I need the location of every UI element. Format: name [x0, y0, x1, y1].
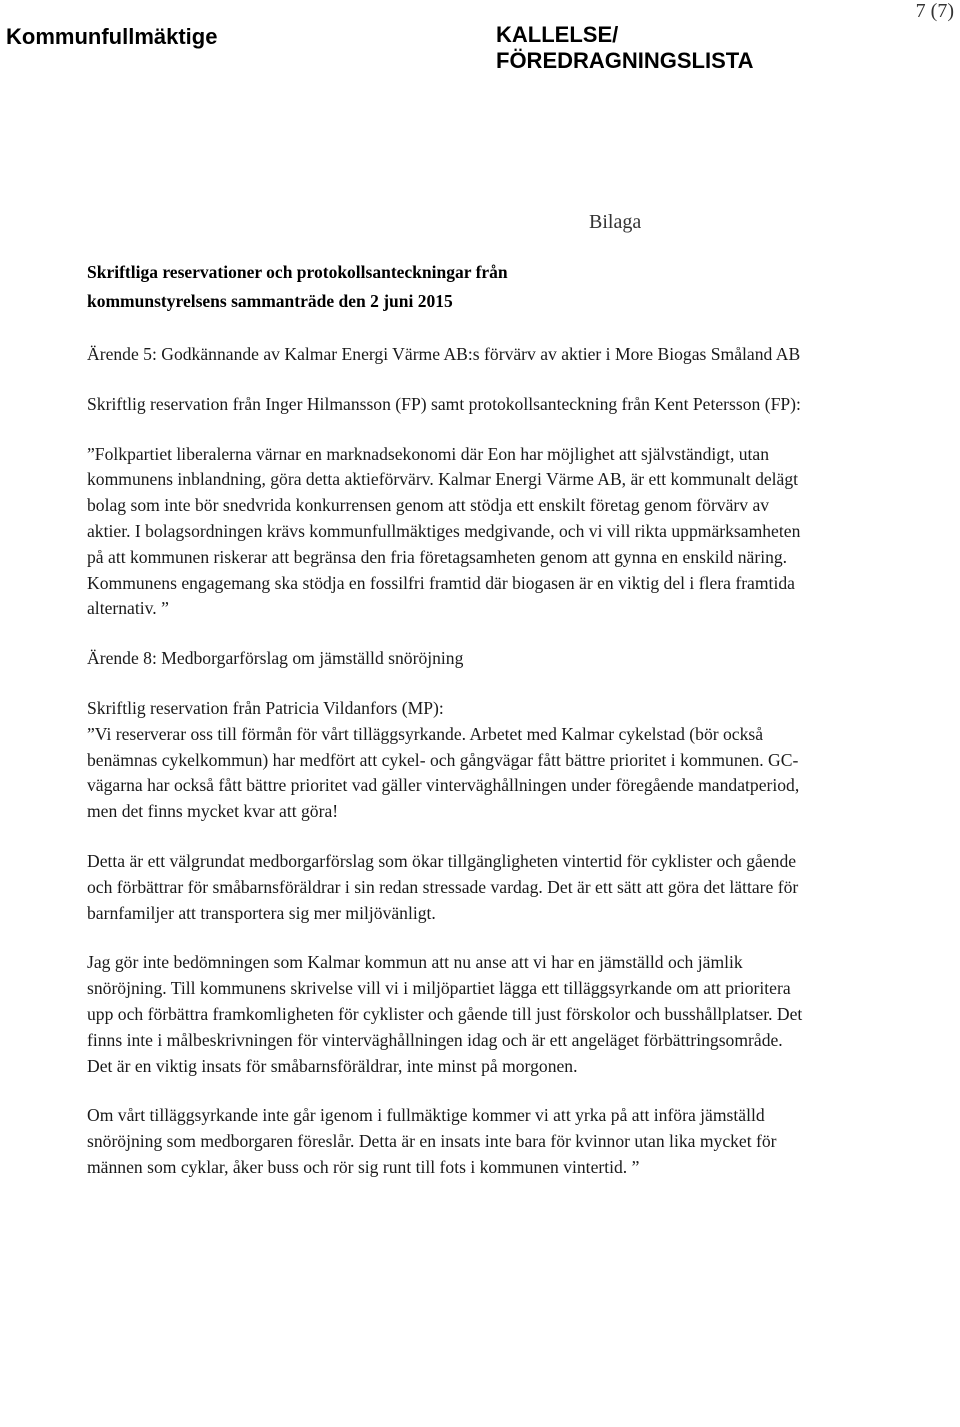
- item5-quote: ”Folkpartiet liberalerna värnar en marknadsekonomi där Eon har möjlighet att självständigt, utan kommunens inblandning, göra detta aktieförvärv. Kalmar Energi Värme AB, är ett kommunalt delägt bolag som inte bör snedvrida konkurrensen genom att stödja ett enskilt företag genom förvärv av aktier. I bolagsordningen krävs kommunfullmäktiges medgivande, och vi vill rikta uppmärksamheten på att kommunen riskerar att begränsa den fria företagsamheten genom att gynna en enskild näring. Kommunens engagemang ska stödja en fossilfri framtid där biogasen är en viktig del i flera framtida alternativ. ”: [87, 443, 801, 619]
- item8-title: Ärende 8: Medborgarförslag om jämställd snöröjning: [87, 648, 464, 669]
- item5-title: Ärende 5: Godkännande av Kalmar Energi Värme AB:s förvärv av aktier i More Biogas Småland AB: [87, 344, 801, 364]
- document-heading-line1: Skriftliga reservationer och protokollsanteckningar från: [87, 262, 508, 282]
- item5-intro: Skriftlig reservation från Inger Hilmansson (FP) samt protokollsanteckning från Kent Petersson (FP):: [87, 393, 801, 414]
- page-number: 7 (7): [915, 0, 954, 22]
- item8-paragraph-1: ”Vi reserverar oss till förmån för vårt tilläggsyrkande. Arbetet med Kalmar cykelstad (bör också benämnas cykelkommun) har medfört att cykel- och gångvägar fått bättre prioritet i kommunen. GC-vägarna har också fått bättre prioritet vad gäller vinterväghållningen under föregående mandatperiod, men det finns mycket kvar att göra!: [87, 723, 800, 822]
- item8-paragraph-2: Detta är ett välgrundat medborgarförslag som ökar tillgängligheten vintertid för cyklister och gående och förbättrar för småbarnsföräldrar i sin redan stressade vardag. Det är ett sätt att göra det lättare för barnfamiljer att transportera sig mer miljövänligt.: [87, 850, 799, 923]
- attachment-label: Bilaga: [589, 211, 642, 233]
- header-document-title: [496, 22, 753, 74]
- document-heading-line2: kommunstyrelsens sammanträde den 2 juni 2015: [87, 291, 453, 311]
- item8-paragraph-3: Jag gör inte bedömningen som Kalmar kommun att nu anse att vi har en jämställd och jämlik snöröjning. Till kommunens skrivelse vill vi i miljöpartiet lägga ett tilläggsyrkande om att prioritera upp och förbättra framkomligheten för cyklister och gående till just förskolor och busshållplatser. Det finns inte i målbeskrivningen för vinterväghållningen idag och är ett angeläget förbättringsområde. Det är en viktig insats för småbarnsföräldrar, inte minst på morgonen.: [87, 952, 803, 1076]
- header-organization: Kommunfullmäktige: [6, 24, 218, 49]
- header-title-line2: FÖREDRAGNINGSLISTA: [496, 48, 754, 73]
- header-title-line1: KALLELSE/: [496, 22, 619, 47]
- item8-intro: Skriftlig reservation från Patricia Vildanfors (MP):: [87, 697, 444, 718]
- item8-paragraph-4: Om vårt tilläggsyrkande inte går igenom i fullmäktige kommer vi att yrka på att införa jämställd snöröjning som medborgaren föreslår. Detta är en insats inte bara för kvinnor utan lika mycket för männen som cyklar, åker buss och rör sig runt till fots i kommunen vintertid. ”: [87, 1105, 777, 1177]
- document-body: [87, 211, 807, 1181]
